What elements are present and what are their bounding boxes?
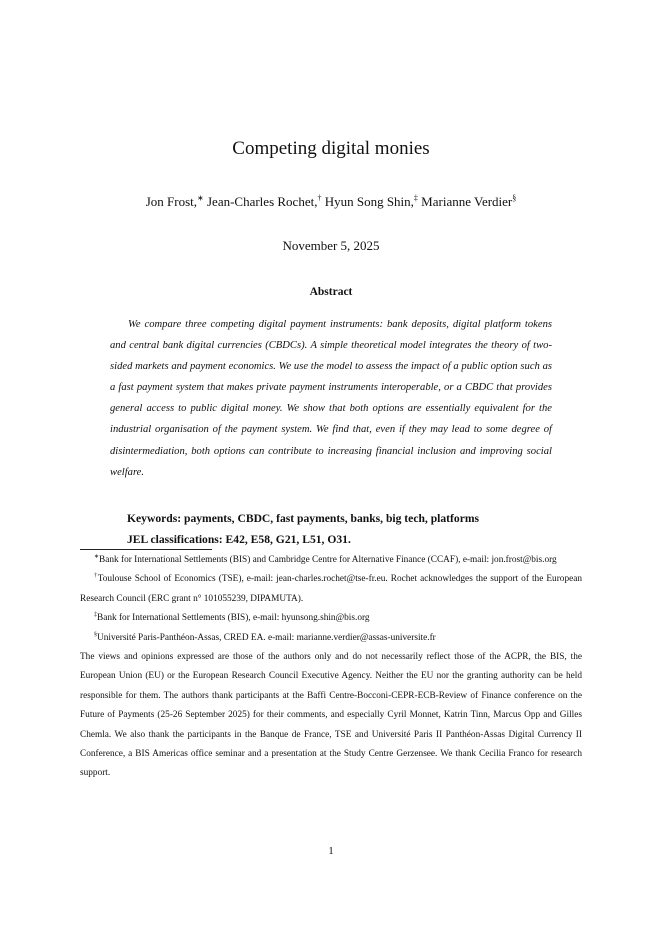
footnote — [80, 629, 582, 648]
disclaimer-acknowledgements: The views and opinions expressed are those of the authors only and do not necessarily reflect those of the ACPR, the BIS, the European Union (EU) or the European Research Council Executive Agency. Neither the EU nor the granting authority can be held responsible for them. The authors thank participants at the Baffi Centre-Bocconi-CEPR-ECB-Review of Finance conference on the Future of Payments (25-26 September 2025) for their comments, and especially Cyril Monnet, Katrin Tinn, Marcus Opp and Gilles Chemla. We also thank the participants in the Banque de France, TSE and Université Paris II Panthéon-Assas Digital Currency II Conference, a BIS Americas office seminar and a presentation at the Study Centre Gerzensee. We thank Cecilia Franco for research support. — [80, 652, 582, 779]
footnote-text: Bank for International Settlements (BIS) and Cambridge Centre for Alternative Finance (CCAF), e-mail: jon.frost@bis.org — [99, 555, 557, 565]
footnote — [80, 551, 582, 570]
keywords-block — [127, 508, 557, 550]
paper-date: November 5, 2025 — [282, 238, 380, 253]
footnote-rule — [80, 549, 212, 550]
abstract-heading: Abstract — [309, 286, 353, 298]
keywords: Keywords: payments, CBDC, fast payments, banks, big tech, platforms — [127, 512, 480, 525]
author: Marianne Verdier — [421, 194, 513, 209]
footnote-text: Université Paris-Panthéon-Assas, CRED EA. e-mail: marianne.verdier@assas-universite.fr — [97, 632, 436, 643]
jel-classifications: JEL classifications: E42, E58, G21, L51, O31. — [127, 533, 351, 546]
page-number: 1 — [328, 845, 334, 857]
footnote-mark: † — [94, 573, 98, 580]
footnote-mark: † — [317, 193, 322, 203]
footnote-text: Toulouse School of Economics (TSE), e-mail: jean-charles.rochet@tse-fr.eu. Rochet acknowledges the support of the European Research Council (ERC grant n° 101055239, DIPAMUTA). — [80, 574, 582, 604]
paper-title: Competing digital monies — [232, 138, 430, 159]
footnote-text: Bank for International Settlements (BIS), e-mail: hyunsong.shin@bis.org — [97, 613, 370, 624]
footnotes — [80, 551, 582, 784]
footnote-mark: § — [512, 193, 517, 203]
footnote-mark: ∗ — [94, 553, 100, 560]
author: Jean-Charles Rochet, — [206, 194, 318, 209]
footnote-mark: ‡ — [94, 612, 97, 619]
footnote-mark: ‡ — [413, 193, 418, 203]
author-list — [0, 194, 662, 210]
abstract-text: We compare three competing digital payment instruments: bank deposits, digital platform tokens and central bank digital currencies (CBDCs). A simple theoretical model integrates the theory of two-sided markets and payment economics. We use the model to assess the impact of a public option such as a fast payment system that makes private payment instruments interoperable, or a CBDC that provides general access to public digital money. We show that both options are essentially equivalent for the industrial organisation of the payment system. We find that, even if they may lead to some degree of disintermediation, both options can contribute to increasing financial inclusion and improving social welfare. — [110, 319, 552, 478]
footnote — [80, 570, 582, 609]
footnote — [80, 609, 582, 628]
author: Hyun Song Shin, — [324, 194, 414, 209]
footnote-mark: § — [94, 631, 97, 638]
author: Jon Frost, — [145, 194, 198, 209]
footnote-mark: ∗ — [197, 193, 204, 203]
